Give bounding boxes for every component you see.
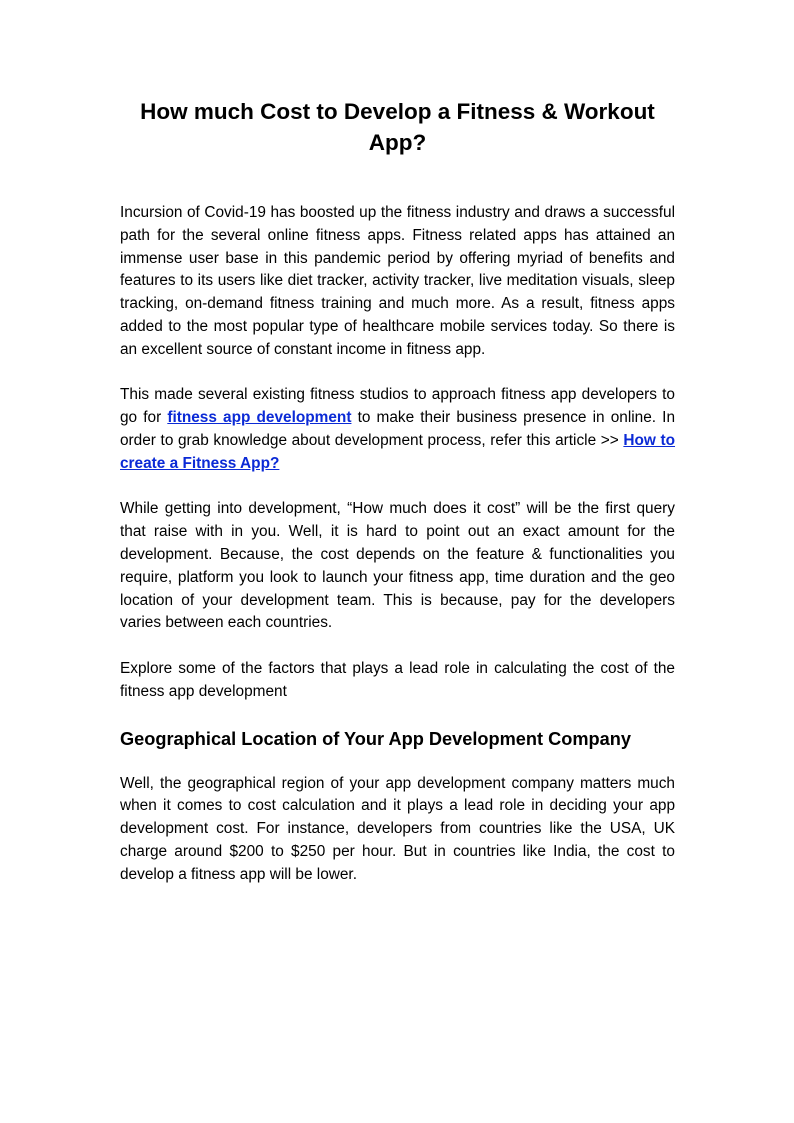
page-title-line-1: How much Cost to Develop a Fitness & Workout — [140, 99, 655, 124]
page-title-line-2: App? — [368, 130, 427, 155]
intro-paragraph: Incursion of Covid-19 has boosted up the fitness industry and draws a successful path for the several online fitness apps. Fitness related apps has attained an immense user base in this pandemic period by offering myriad of benefits and features to its users like diet tracker, activity tracker, live meditation visuals, sleep tracking, on-demand fitness training and much more. As a result, fitness apps added to the most popular type of healthcare mobile services today. So there is an excellent source of constant income in fitness app. — [120, 204, 675, 358]
document-page — [120, 96, 675, 887]
fitness-app-development-link[interactable]: fitness app development — [167, 409, 352, 427]
section-body-paragraph: Well, the geographical region of your app development company matters much when it comes to cost calculation and it plays a lead role in deciding your app development cost. For instance, developers from countries like the USA, UK charge around $200 to $250 per hour. But in countries like India, the cost to develop a fitness app will be lower. — [120, 774, 675, 883]
studios-text-middle: to make their business presence in online. In order to grab knowledge about development process, refer this article >> — [120, 409, 676, 449]
how-to-create-fitness-app-link[interactable]: How to create a Fitness App? — [120, 431, 676, 472]
section-heading: Geographical Location of Your App Development Company — [120, 728, 631, 749]
page-title — [120, 96, 675, 158]
studios-text-start: This made several existing fitness studios to approach fitness app developers to go for — [120, 386, 675, 427]
studios-paragraph — [120, 384, 675, 475]
factors-paragraph: Explore some of the factors that plays a lead role in calculating the cost of the fitness app development — [120, 659, 675, 700]
cost-paragraph: While getting into development, “How much does it cost” will be the first query that raise with in you. Well, it is hard to point out an exact amount for the development. Because, the cost depends on the feature & functionalities you require, platform you look to launch your fitness app, time duration and the geo location of your development team. This is because, pay for the developers varies between each countries. — [120, 500, 675, 632]
